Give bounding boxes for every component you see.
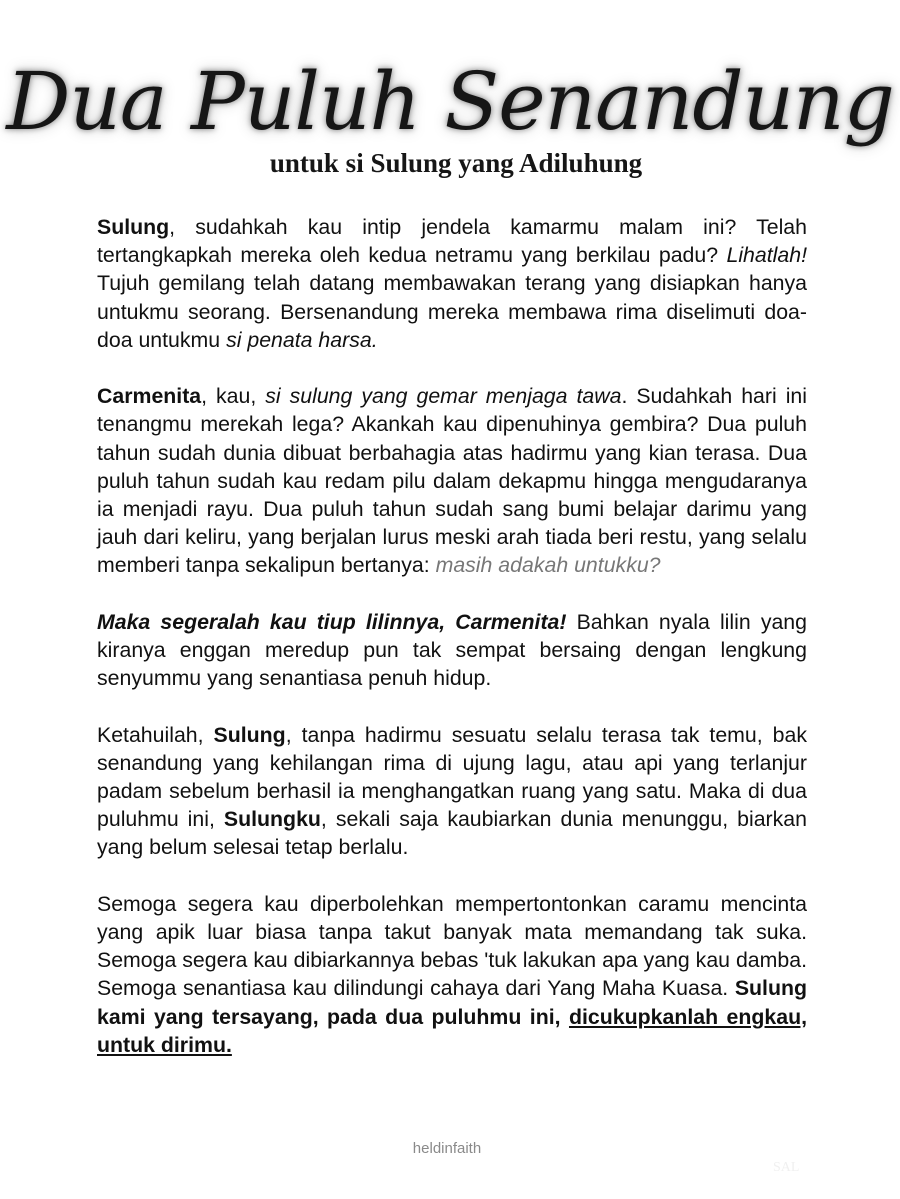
name-sulung: Sulung (97, 215, 170, 239)
watermark: SAL (773, 1160, 800, 1175)
paragraph-1: Sulung, sudahkah kau intip jendela kamarmu malam ini? Telah tertangkapkah mereka oleh kedua netramu yang berkilau padu? Lihatlah! Tujuh gemilang telah datang membawakan terang yang disiapkan hanya untukmu seorang. Bersenandung mereka membawa rima diselimuti doa-doa untukmu si penata harsa. (97, 215, 807, 352)
emphasis-sulung-tawa: si sulung yang gemar menjaga tawa (265, 384, 622, 409)
paragraph-2: Carmenita, kau, si sulung yang gemar menjaga tawa. Sudahkah hari ini tenangmu merekah lega? Akankah kau dipenuhinya gembira? Dua puluh tahun sudah dunia dibuat berbahagia atas hadirmu yang kian terasa. Dua puluh tahun sudah kau redam pilu dalam dekapmu hingga mengudaranya ia menjadi rayu. Dua puluh tahun sudah sang bumi belajar darimu yang jauh dari keliru, yang berjalan lurus meski arah tiada beri restu, yang selalu memberi tanpa sekalipun bertanya: masih adakah untukku? (97, 384, 807, 578)
paragraph-4: Ketahuilah, Sulung, tanpa hadirmu sesuatu selalu terasa tak temu, bak senandung yang kehilangan rima di ujung lagu, atau api yang terlanjur padam sebelum berhasil ia menghangatkan ruang yang satu. Maka di dua puluhmu ini, Sulungku, sekali saja kaubiarkan dunia menunggu, biarkan yang belum selesai tetap berlalu. (97, 722, 807, 860)
name-sulung-2: Sulung (213, 722, 286, 747)
closing-bold: Sulung kami yang tersayang, pada dua puluhmu ini, (97, 976, 807, 1029)
footer-author: heldinfaith (412, 1140, 482, 1157)
paragraph-3: Maka segeralah kau tiup lilinnya, Carmenita! Bahkan nyala lilin yang kiranya enggan meredup pun tak sempat bersaing dengan lengkung senyummu yang senantiasa penuh hidup. (97, 609, 807, 691)
emphasis-penata-harsa: si penata harsa. (226, 327, 378, 352)
paragraph-5: Semoga segera kau diperbolehkan mempertontonkan caramu mencinta yang apik luar biasa tanpa takut banyak mata memandang tak suka. Semoga segera kau dibiarkannya bebas 'tuk lakukan apa yang kau damba. Semoga senantiasa kau dilindungi cahaya dari Yang Maha Kuasa. Sulung kami yang tersayang, pada dua puluhmu ini, dicukupkanlah engkau, untuk dirimu. (97, 891, 807, 1057)
closing-underline: dicukupkanlah engkau, untuk dirimu. (97, 1004, 807, 1057)
page-title: Dua Puluh Senandung (6, 55, 894, 148)
emphasis-lihatlah: Lihatlah! (726, 243, 807, 268)
name-carmenita: Carmenita (97, 384, 202, 409)
letter-body (97, 213, 807, 1087)
grey-question: masih adakah untukku? (435, 553, 661, 578)
emphasis-tiup-lilin: Maka segeralah kau tiup lilinnya, Carmenita! (97, 609, 567, 634)
page-subtitle: untuk si Sulung yang Adiluhung (269, 148, 643, 178)
name-sulungku: Sulungku (223, 807, 321, 832)
